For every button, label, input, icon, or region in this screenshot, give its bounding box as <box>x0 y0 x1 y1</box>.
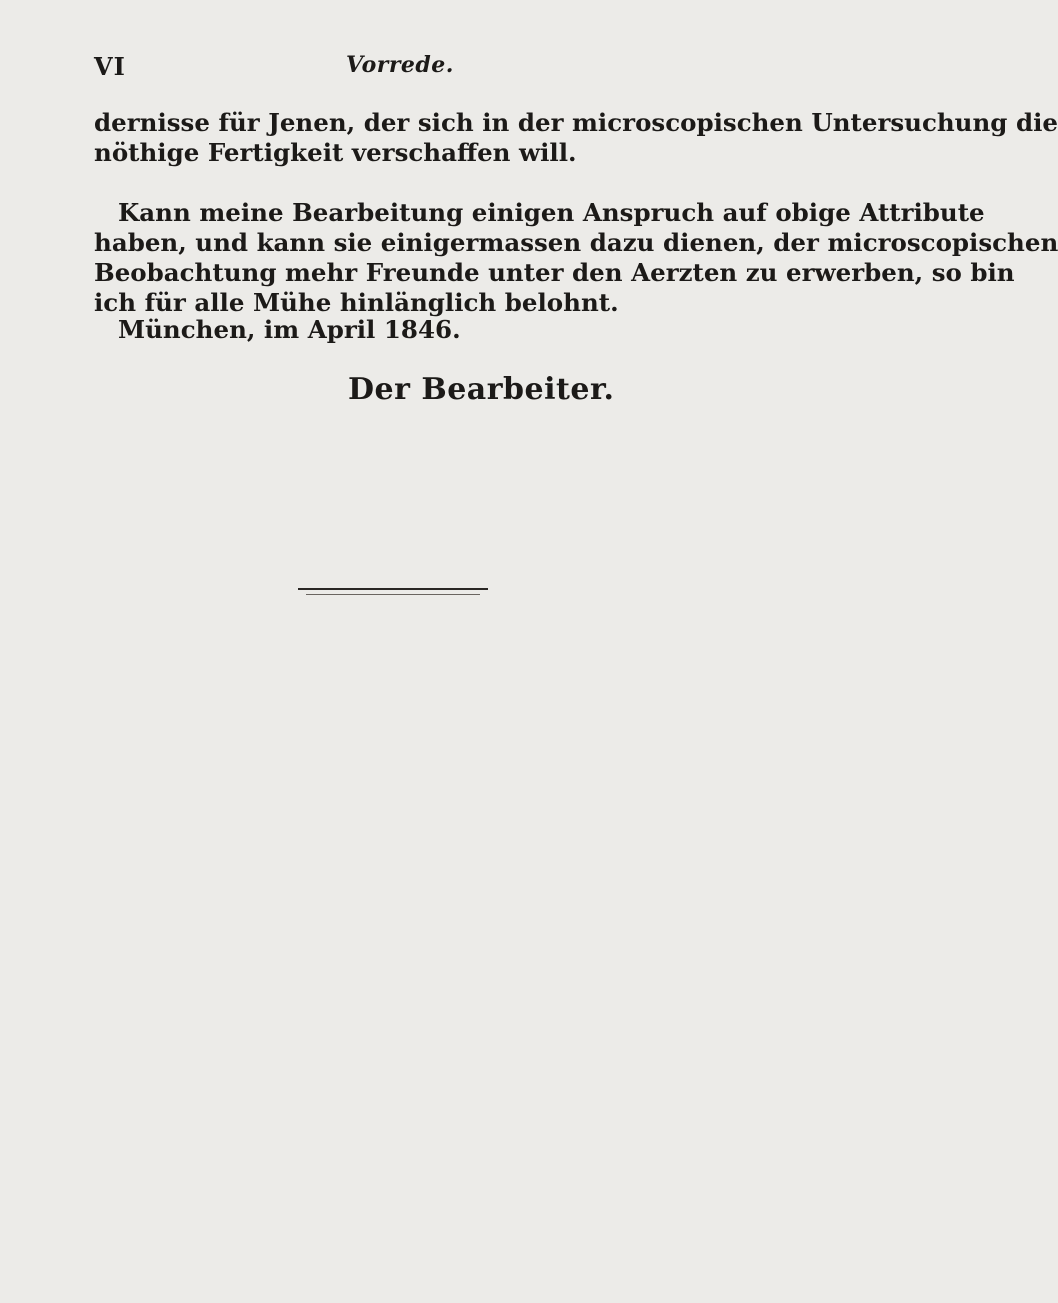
text-line: Beobachtung mehr Freunde unter den Aerzten zu erwerben, so bin <box>94 258 1015 287</box>
page-number: VI <box>94 52 126 81</box>
text-line: nöthige Fertigkeit verschaffen will. <box>94 138 577 167</box>
text-line: haben, und kann sie einigermassen dazu dienen, der microscopischen <box>94 228 1058 257</box>
paragraph-2 <box>94 198 1058 318</box>
divider-rule <box>298 588 488 590</box>
text-line: ich für alle Mühe hinlänglich belohnt. <box>94 288 619 317</box>
signature: Der Bearbeiter. <box>348 372 615 407</box>
divider-rule-thin <box>306 594 480 595</box>
text-line: Kann meine Bearbeitung einigen Anspruch auf obige Attribute <box>118 198 985 227</box>
paragraph-1 <box>94 108 1058 168</box>
text-line: dernisse für Jenen, der sich in der microscopischen Untersuchung die <box>94 108 1058 137</box>
place-date-line: München, im April 1846. <box>118 315 461 344</box>
running-title: Vorrede. <box>346 52 454 78</box>
